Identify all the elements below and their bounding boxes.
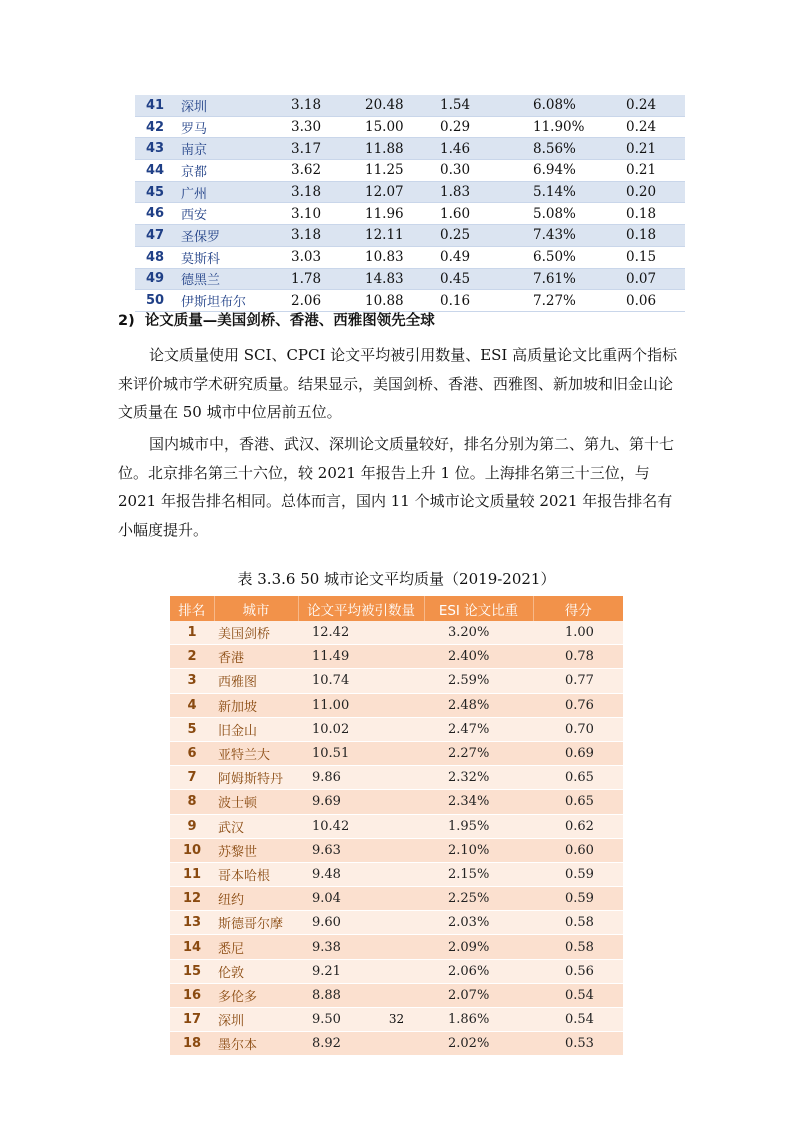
paper-quality-table xyxy=(170,596,623,1056)
city-cell: 德黑兰 xyxy=(175,268,285,290)
city-cell: 斯德哥尔摩 xyxy=(214,911,298,935)
rank-cell: 9 xyxy=(170,814,214,838)
citations-cell: 9.60 xyxy=(298,911,424,935)
score-cell: 0.70 xyxy=(533,717,623,741)
score-cell: 0.59 xyxy=(533,862,623,886)
citations-cell: 12.42 xyxy=(298,621,424,645)
rank-cell: 18 xyxy=(170,1032,214,1056)
value-cell: 3.30 xyxy=(285,116,357,138)
rank-cell: 48 xyxy=(135,246,175,268)
citations-cell: 9.63 xyxy=(298,838,424,862)
value-cell: 0.21 xyxy=(612,138,685,160)
value-cell: 8.56% xyxy=(517,138,612,160)
city-cell: 旧金山 xyxy=(214,717,298,741)
value-cell: 20.48 xyxy=(357,95,432,116)
value-cell: 0.49 xyxy=(432,246,517,268)
value-cell: 3.17 xyxy=(285,138,357,160)
header-citations: 论文平均被引数量 xyxy=(298,596,424,621)
city-cell: 苏黎世 xyxy=(214,838,298,862)
rank-cell: 45 xyxy=(135,181,175,203)
esi-cell: 2.15% xyxy=(424,862,533,886)
value-cell: 0.18 xyxy=(612,225,685,247)
esi-cell: 2.07% xyxy=(424,983,533,1007)
city-cell: 罗马 xyxy=(175,116,285,138)
rank-cell: 11 xyxy=(170,862,214,886)
city-cell: 深圳 xyxy=(214,1008,298,1032)
citations-cell: 9.48 xyxy=(298,862,424,886)
city-cell: 悉尼 xyxy=(214,935,298,959)
score-cell: 0.58 xyxy=(533,935,623,959)
rank-cell: 8 xyxy=(170,790,214,814)
table-row xyxy=(135,268,685,290)
table-row xyxy=(135,181,685,203)
value-cell: 3.18 xyxy=(285,95,357,116)
value-cell: 0.18 xyxy=(612,203,685,225)
rank-cell: 44 xyxy=(135,160,175,182)
city-cell: 纽约 xyxy=(214,887,298,911)
table-row xyxy=(170,935,623,959)
esi-cell: 2.47% xyxy=(424,717,533,741)
rank-cell: 2 xyxy=(170,645,214,669)
value-cell: 3.18 xyxy=(285,181,357,203)
table-row xyxy=(170,1032,623,1056)
score-cell: 0.76 xyxy=(533,693,623,717)
value-cell: 6.94% xyxy=(517,160,612,182)
city-cell: 莫斯科 xyxy=(175,246,285,268)
rank-cell: 14 xyxy=(170,935,214,959)
rank-cell: 3 xyxy=(170,669,214,693)
table-row xyxy=(135,138,685,160)
rank-cell: 1 xyxy=(170,621,214,645)
table-row xyxy=(135,246,685,268)
value-cell: 6.50% xyxy=(517,246,612,268)
rank-cell: 12 xyxy=(170,887,214,911)
value-cell: 6.08% xyxy=(517,95,612,116)
table-row xyxy=(170,717,623,741)
rank-cell: 42 xyxy=(135,116,175,138)
paragraph: 论文质量使用 SCI、CPCI 论文平均被引用数量、ESI 高质量论文比重两个指标来评价城市学术研究质量。结果显示，美国剑桥、香港、西雅图、新加坡和旧金山论文质量在 50 城市中位居前五位。 xyxy=(118,346,678,421)
value-cell: 7.61% xyxy=(517,268,612,290)
value-cell: 1.83 xyxy=(432,181,517,203)
esi-cell: 2.10% xyxy=(424,838,533,862)
city-cell: 西安 xyxy=(175,203,285,225)
value-cell: 11.90% xyxy=(517,116,612,138)
value-cell: 0.24 xyxy=(612,116,685,138)
citations-cell: 11.00 xyxy=(298,693,424,717)
table-row xyxy=(170,790,623,814)
value-cell: 0.20 xyxy=(612,181,685,203)
value-cell: 0.30 xyxy=(432,160,517,182)
header-rank: 排名 xyxy=(170,596,214,621)
value-cell: 11.88 xyxy=(357,138,432,160)
header-score: 得分 xyxy=(533,596,623,621)
citations-cell: 9.04 xyxy=(298,887,424,911)
value-cell: 12.11 xyxy=(357,225,432,247)
value-cell: 5.14% xyxy=(517,181,612,203)
table-row xyxy=(135,160,685,182)
city-cell: 新加坡 xyxy=(214,693,298,717)
table-row xyxy=(170,959,623,983)
table-row xyxy=(170,887,623,911)
table-row xyxy=(170,911,623,935)
rank-cell: 10 xyxy=(170,838,214,862)
rank-cell: 5 xyxy=(170,717,214,741)
city-cell: 多伦多 xyxy=(214,983,298,1007)
score-cell: 0.65 xyxy=(533,790,623,814)
table-row xyxy=(170,814,623,838)
citations-cell: 10.02 xyxy=(298,717,424,741)
city-cell: 南京 xyxy=(175,138,285,160)
table-row xyxy=(135,116,685,138)
rank-cell: 50 xyxy=(135,290,175,312)
rank-cell: 43 xyxy=(135,138,175,160)
table-row xyxy=(170,838,623,862)
section-number: 2) xyxy=(118,313,135,329)
value-cell: 0.25 xyxy=(432,225,517,247)
rank-cell: 46 xyxy=(135,203,175,225)
score-cell: 0.54 xyxy=(533,1008,623,1032)
value-cell: 3.62 xyxy=(285,160,357,182)
score-cell: 0.69 xyxy=(533,741,623,765)
page-number: 32 xyxy=(388,1012,405,1026)
citations-cell: 8.92 xyxy=(298,1032,424,1056)
value-cell: 0.15 xyxy=(612,246,685,268)
citations-cell: 9.21 xyxy=(298,959,424,983)
citations-cell: 9.69 xyxy=(298,790,424,814)
city-cell: 墨尔本 xyxy=(214,1032,298,1056)
table-row xyxy=(170,766,623,790)
esi-cell: 2.40% xyxy=(424,645,533,669)
rank-cell: 4 xyxy=(170,693,214,717)
paragraph: 国内城市中，香港、武汉、深圳论文质量较好，排名分别为第二、第九、第十七位。北京排名第三十六位，较 2021 年报告上升 1 位。上海排名第三十三位，与 2021 年报告排名相同。总体而言，国内 11 个城市论文质量较 2021 年报告排名有小幅度提升。 xyxy=(118,435,675,539)
table-header-row xyxy=(170,596,623,621)
city-cell: 亚特兰大 xyxy=(214,741,298,765)
esi-cell: 2.48% xyxy=(424,693,533,717)
esi-cell: 2.06% xyxy=(424,959,533,983)
table-caption: 表 3.3.6 50 城市论文平均质量（2019-2021） xyxy=(237,570,556,588)
city-cell: 香港 xyxy=(214,645,298,669)
esi-cell: 2.59% xyxy=(424,669,533,693)
esi-cell: 2.27% xyxy=(424,741,533,765)
header-esi: ESI 论文比重 xyxy=(424,596,533,621)
value-cell: 3.10 xyxy=(285,203,357,225)
section-heading xyxy=(118,309,435,330)
esi-cell: 2.09% xyxy=(424,935,533,959)
value-cell: 10.88 xyxy=(357,290,432,312)
value-cell: 14.83 xyxy=(357,268,432,290)
city-cell: 广州 xyxy=(175,181,285,203)
ranking-table-continued xyxy=(135,95,685,312)
value-cell: 11.96 xyxy=(357,203,432,225)
table-row xyxy=(170,621,623,645)
value-cell: 15.00 xyxy=(357,116,432,138)
rank-cell: 17 xyxy=(170,1008,214,1032)
value-cell: 0.24 xyxy=(612,95,685,116)
score-cell: 0.65 xyxy=(533,766,623,790)
city-cell: 伦敦 xyxy=(214,959,298,983)
city-cell: 深圳 xyxy=(175,95,285,116)
rank-cell: 16 xyxy=(170,983,214,1007)
value-cell: 0.07 xyxy=(612,268,685,290)
value-cell: 0.45 xyxy=(432,268,517,290)
esi-cell: 2.32% xyxy=(424,766,533,790)
table-row xyxy=(170,983,623,1007)
score-cell: 0.58 xyxy=(533,911,623,935)
rank-cell: 6 xyxy=(170,741,214,765)
ranking-table-body xyxy=(135,95,685,311)
value-cell: 2.06 xyxy=(285,290,357,312)
score-cell: 0.56 xyxy=(533,959,623,983)
table-row xyxy=(170,862,623,886)
esi-cell: 2.25% xyxy=(424,887,533,911)
value-cell: 0.29 xyxy=(432,116,517,138)
city-cell: 波士顿 xyxy=(214,790,298,814)
value-cell: 11.25 xyxy=(357,160,432,182)
citations-cell: 10.74 xyxy=(298,669,424,693)
header-city: 城市 xyxy=(214,596,298,621)
score-cell: 0.54 xyxy=(533,983,623,1007)
table-row xyxy=(170,693,623,717)
value-cell: 1.54 xyxy=(432,95,517,116)
citations-cell: 9.50 xyxy=(298,1008,424,1032)
value-cell: 7.43% xyxy=(517,225,612,247)
value-cell: 7.27% xyxy=(517,290,612,312)
rank-cell: 41 xyxy=(135,95,175,116)
city-cell: 西雅图 xyxy=(214,669,298,693)
value-cell: 0.16 xyxy=(432,290,517,312)
score-cell: 0.53 xyxy=(533,1032,623,1056)
value-cell: 1.60 xyxy=(432,203,517,225)
value-cell: 5.08% xyxy=(517,203,612,225)
esi-cell: 2.34% xyxy=(424,790,533,814)
citations-cell: 10.42 xyxy=(298,814,424,838)
esi-cell: 1.86% xyxy=(424,1008,533,1032)
score-cell: 0.77 xyxy=(533,669,623,693)
city-cell: 阿姆斯特丹 xyxy=(214,766,298,790)
rank-cell: 47 xyxy=(135,225,175,247)
value-cell: 3.18 xyxy=(285,225,357,247)
score-cell: 1.00 xyxy=(533,621,623,645)
city-cell: 美国剑桥 xyxy=(214,621,298,645)
value-cell: 10.83 xyxy=(357,246,432,268)
table-row xyxy=(135,225,685,247)
esi-cell: 1.95% xyxy=(424,814,533,838)
rank-cell: 13 xyxy=(170,911,214,935)
city-cell: 武汉 xyxy=(214,814,298,838)
citations-cell: 8.88 xyxy=(298,983,424,1007)
value-cell: 3.03 xyxy=(285,246,357,268)
score-cell: 0.60 xyxy=(533,838,623,862)
citations-cell: 9.38 xyxy=(298,935,424,959)
table-row xyxy=(135,203,685,225)
table-row xyxy=(170,645,623,669)
table-row xyxy=(170,741,623,765)
city-cell: 伊斯坦布尔 xyxy=(175,290,285,312)
table-row xyxy=(170,669,623,693)
score-cell: 0.62 xyxy=(533,814,623,838)
value-cell: 0.21 xyxy=(612,160,685,182)
esi-cell: 3.20% xyxy=(424,621,533,645)
citations-cell: 10.51 xyxy=(298,741,424,765)
paper-quality-table-body xyxy=(170,621,623,1056)
city-cell: 京都 xyxy=(175,160,285,182)
citations-cell: 9.86 xyxy=(298,766,424,790)
esi-cell: 2.02% xyxy=(424,1032,533,1056)
rank-cell: 49 xyxy=(135,268,175,290)
score-cell: 0.78 xyxy=(533,645,623,669)
table-row xyxy=(135,95,685,116)
citations-cell: 11.49 xyxy=(298,645,424,669)
value-cell: 1.78 xyxy=(285,268,357,290)
score-cell: 0.59 xyxy=(533,887,623,911)
value-cell: 1.46 xyxy=(432,138,517,160)
value-cell: 12.07 xyxy=(357,181,432,203)
esi-cell: 2.03% xyxy=(424,911,533,935)
rank-cell: 7 xyxy=(170,766,214,790)
value-cell: 0.06 xyxy=(612,290,685,312)
section-title: 论文质量—美国剑桥、香港、西雅图领先全球 xyxy=(144,313,435,329)
city-cell: 哥本哈根 xyxy=(214,862,298,886)
rank-cell: 15 xyxy=(170,959,214,983)
city-cell: 圣保罗 xyxy=(175,225,285,247)
